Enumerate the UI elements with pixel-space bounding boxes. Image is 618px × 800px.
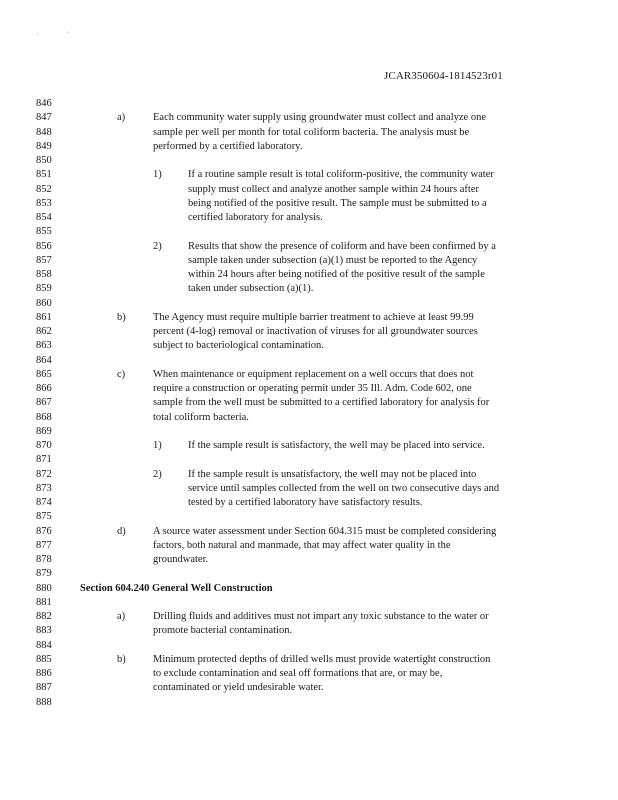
line-number: 880 (36, 583, 52, 594)
document-line (0, 482, 618, 496)
document-line (0, 154, 618, 168)
document-line (0, 681, 618, 695)
document-line (0, 282, 618, 296)
document-line (0, 582, 618, 596)
line-number: 866 (36, 383, 52, 394)
line-number: 872 (36, 469, 52, 480)
document-line (0, 396, 618, 410)
line-text: service until samples collected from the well on two consecutive days and (188, 483, 500, 494)
line-text: When maintenance or equipment replacement on a well occurs that does not (153, 369, 474, 380)
subsection-label: 2) (153, 469, 162, 480)
line-number: 857 (36, 255, 52, 266)
document-line (0, 624, 618, 638)
document-line (0, 268, 618, 282)
document-line (0, 510, 618, 524)
subsection-label: d) (117, 526, 126, 537)
subsection-label: 2) (153, 241, 162, 252)
line-number: 886 (36, 668, 52, 679)
line-text: Minimum protected depths of drilled wells must provide watertight construction (153, 654, 491, 665)
line-text: Results that show the presence of coliform and have been confirmed by a (188, 241, 496, 252)
line-number: 887 (36, 682, 52, 693)
line-text: Drilling fluids and additives must not impart any toxic substance to the water or (153, 611, 489, 622)
document-line (0, 696, 618, 710)
document-line (0, 411, 618, 425)
document-line (0, 425, 618, 439)
line-number: 860 (36, 298, 52, 309)
line-number: 853 (36, 198, 52, 209)
document-line (0, 297, 618, 311)
line-number: 849 (36, 141, 52, 152)
line-number: 858 (36, 269, 52, 280)
line-text: Each community water supply using groundwater must collect and analyze one (153, 112, 486, 123)
line-text: A source water assessment under Section 604.315 must be completed considering (153, 526, 497, 537)
line-text: sample per well per month for total coliform bacteria. The analysis must be (153, 127, 470, 138)
document-line (0, 439, 618, 453)
line-text: sample from the well must be submitted to a certified laboratory for analysis for (153, 397, 490, 408)
document-line (0, 639, 618, 653)
line-number: 877 (36, 540, 52, 551)
line-number: 847 (36, 112, 52, 123)
line-number: 848 (36, 127, 52, 138)
line-text: performed by a certified laboratory. (153, 141, 303, 152)
line-number: 854 (36, 212, 52, 223)
line-number: 851 (36, 169, 52, 180)
line-number: 870 (36, 440, 52, 451)
line-number: 867 (36, 397, 52, 408)
document-line (0, 225, 618, 239)
subsection-label: b) (117, 654, 126, 665)
line-number: 878 (36, 554, 52, 565)
subsection-label: a) (117, 112, 126, 123)
document-line (0, 183, 618, 197)
line-text: to exclude contamination and seal off formations that are, or may be, (153, 668, 443, 679)
document-id: JCAR350604-1814523r01 (384, 70, 503, 82)
line-number: 855 (36, 226, 52, 237)
line-text: certified laboratory for analysis. (188, 212, 323, 223)
line-number: 882 (36, 611, 52, 622)
document-line (0, 468, 618, 482)
line-text: If the sample result is satisfactory, the well may be placed into service. (188, 440, 485, 451)
line-number: 852 (36, 184, 52, 195)
line-number: 863 (36, 340, 52, 351)
line-number: 879 (36, 568, 52, 579)
line-text: groundwater. (153, 554, 209, 565)
section-heading: Section 604.240 General Well Construction (80, 583, 273, 594)
line-text: taken under subsection (a)(1). (188, 283, 314, 294)
document-line (0, 197, 618, 211)
line-text: being notified of the positive result. The sample must be submitted to a (188, 198, 487, 209)
document-line (0, 311, 618, 325)
line-number: 876 (36, 526, 52, 537)
subsection-label: c) (117, 369, 126, 380)
document-line (0, 553, 618, 567)
subsection-label: 1) (153, 440, 162, 451)
line-number: 885 (36, 654, 52, 665)
line-number: 874 (36, 497, 52, 508)
line-text: promote bacterial contamination. (153, 625, 293, 636)
document-line (0, 610, 618, 624)
line-text: contaminated or yield undesirable water. (153, 682, 324, 693)
line-number: 881 (36, 597, 52, 608)
line-number: 875 (36, 511, 52, 522)
document-line (0, 382, 618, 396)
document-line (0, 140, 618, 154)
document-line (0, 111, 618, 125)
line-number: 850 (36, 155, 52, 166)
document-line (0, 596, 618, 610)
line-text: total coliform bacteria. (153, 412, 249, 423)
line-number: 884 (36, 640, 52, 651)
subsection-label: 1) (153, 169, 162, 180)
line-number: 861 (36, 312, 52, 323)
document-line (0, 168, 618, 182)
document-line (0, 539, 618, 553)
document-line (0, 254, 618, 268)
line-number: 888 (36, 697, 52, 708)
line-number: 856 (36, 241, 52, 252)
line-number: 873 (36, 483, 52, 494)
document-line (0, 667, 618, 681)
document-line (0, 126, 618, 140)
document-line (0, 354, 618, 368)
document-line (0, 339, 618, 353)
line-number: 871 (36, 454, 52, 465)
line-number: 846 (36, 98, 52, 109)
line-text: percent (4-log) removal or inactivation of viruses for all groundwater sources (153, 326, 478, 337)
subsection-label: b) (117, 312, 126, 323)
scan-speck-marks: · ʼ (36, 30, 70, 39)
line-number: 865 (36, 369, 52, 380)
line-text: The Agency must require multiple barrier treatment to achieve at least 99.99 (153, 312, 474, 323)
line-number: 864 (36, 355, 52, 366)
line-number: 869 (36, 426, 52, 437)
line-text: If a routine sample result is total coliform-positive, the community water (188, 169, 494, 180)
line-text: within 24 hours after being notified of the positive result of the sample (188, 269, 485, 280)
line-number: 859 (36, 283, 52, 294)
line-number: 883 (36, 625, 52, 636)
document-line (0, 368, 618, 382)
line-text: supply must collect and analyze another sample within 24 hours after (188, 184, 480, 195)
line-number: 868 (36, 412, 52, 423)
document-line (0, 525, 618, 539)
line-text: subject to bacteriological contamination. (153, 340, 324, 351)
line-number: 862 (36, 326, 52, 337)
document-line (0, 325, 618, 339)
subsection-label: a) (117, 611, 126, 622)
document-line (0, 211, 618, 225)
document-line (0, 567, 618, 581)
document-line (0, 240, 618, 254)
document-line (0, 653, 618, 667)
document-line (0, 453, 618, 467)
line-text: If the sample result is unsatisfactory, the well may not be placed into (188, 469, 477, 480)
line-text: require a construction or operating permit under 35 Ill. Adm. Code 602, one (153, 383, 472, 394)
line-text: sample taken under subsection (a)(1) must be reported to the Agency (188, 255, 478, 266)
line-text: factors, both natural and manmade, that may affect water quality in the (153, 540, 451, 551)
document-line (0, 97, 618, 111)
line-text: tested by a certified laboratory have satisfactory results. (188, 497, 423, 508)
document-line (0, 496, 618, 510)
